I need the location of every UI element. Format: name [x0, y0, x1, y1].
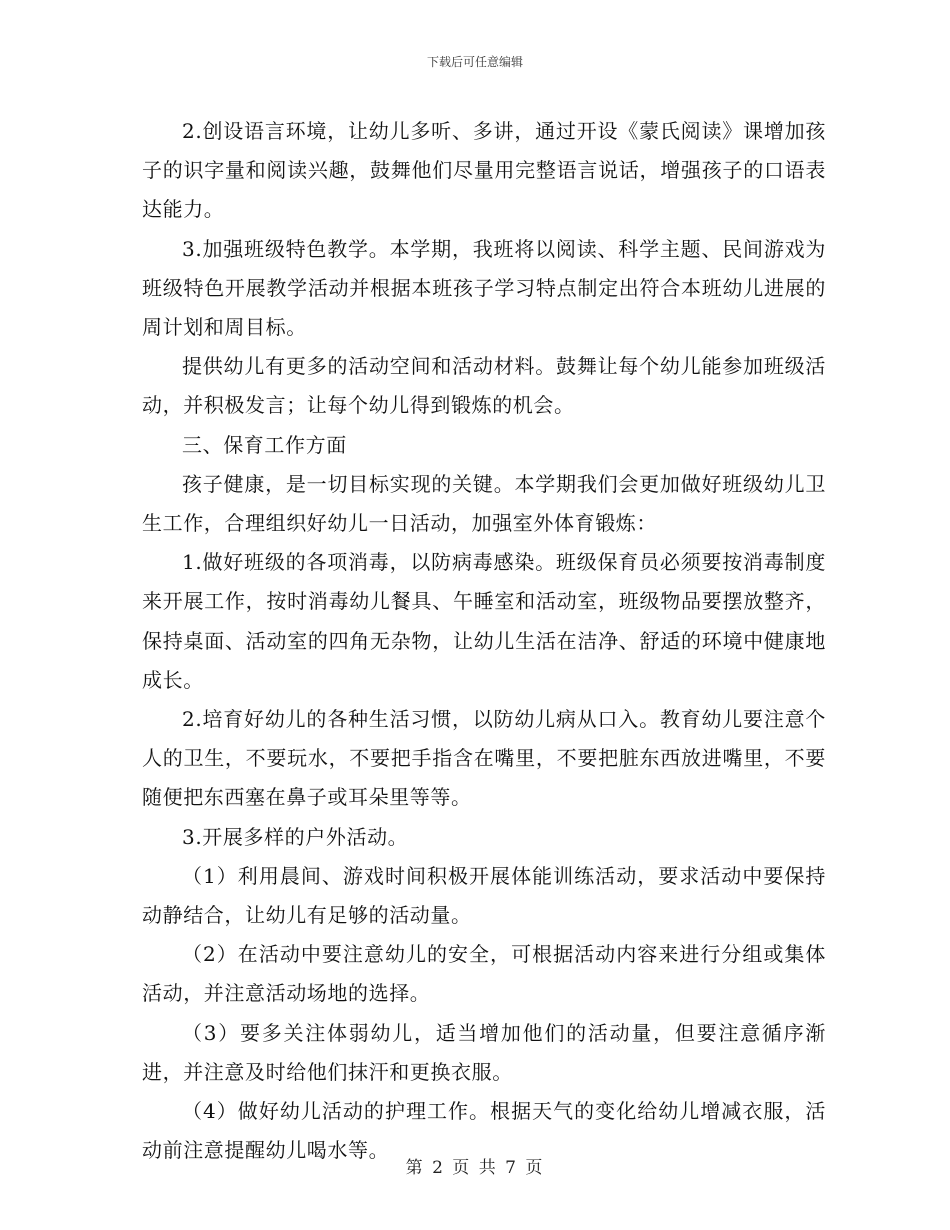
list-item-2: （2）在活动中要注意幼儿的安全，可根据活动内容来进行分组或集体活动，并注意活动场地的选择。: [142, 942, 826, 1006]
paragraph-living-habits: 2.培育好幼儿的各种生活习惯，以防幼儿病从口入。教育幼儿要注意个人的卫生，不要玩水，不要把手指含在嘴里，不要把脏东西放进嘴里，不要随便把东西塞在鼻子或耳朵里等等。: [142, 707, 826, 810]
paragraph-outdoor-activities: 3.开展多样的户外活动。: [182, 824, 409, 849]
paragraph-class-feature-teaching: 3.加强班级特色教学。本学期，我班将以阅读、科学主题、民间游戏为班级特色开展教学活动并根据本班孩子学习特点制定出符合本班幼儿进展的周计划和周目标。: [142, 236, 826, 340]
page-number-footer: 第 2 页 共 7 页: [405, 1158, 545, 1178]
paragraph-language-environment: 2.创设语言环境，让幼儿多听、多讲，通过开设《蒙氏阅读》课增加孩子的识字量和阅读兴趣，鼓舞他们尽量用完整语言说话，增强孩子的口语表达能力。: [142, 119, 826, 222]
list-item-1: （1）利用晨间、游戏时间积极开展体能训练活动，要求活动中要保持动静结合，让幼儿有足够的活动量。: [142, 863, 826, 928]
page-header-note: 下载后可任意编辑: [426, 55, 523, 69]
paragraph-child-health: 孩子健康，是一切目标实现的关键。本学期我们会更加做好班级幼儿卫生工作，合理组织好幼儿一日活动，加强室外体育锻炼：: [142, 471, 826, 536]
paragraph-disinfection: 1.做好班级的各项消毒，以防病毒感染。班级保育员必须要按消毒制度来开展工作，按时消毒幼儿餐具、午睡室和活动室，班级物品要摆放整齐，保持桌面、活动室的四角无杂物，让幼儿生活在洁净、舒适的环境中健康地成长。: [142, 550, 826, 692]
list-item-3: （3）要多关注体弱幼儿，适当增加他们的活动量，但要注意循序渐进，并注意及时给他们抹汗和更换衣服。: [142, 1020, 826, 1084]
paragraph-activity-space: 提供幼儿有更多的活动空间和活动材料。鼓舞让每个幼儿能参加班级活动，并积极发言；让每个幼儿得到锻炼的机会。: [142, 354, 826, 418]
document-body: [142, 112, 826, 1170]
list-item-4: （4）做好幼儿活动的护理工作。根据天气的变化给幼儿增减衣服，活动前注意提醒幼儿喝水等。: [142, 1099, 826, 1163]
section-heading-childcare: 三、保育工作方面: [182, 432, 347, 457]
